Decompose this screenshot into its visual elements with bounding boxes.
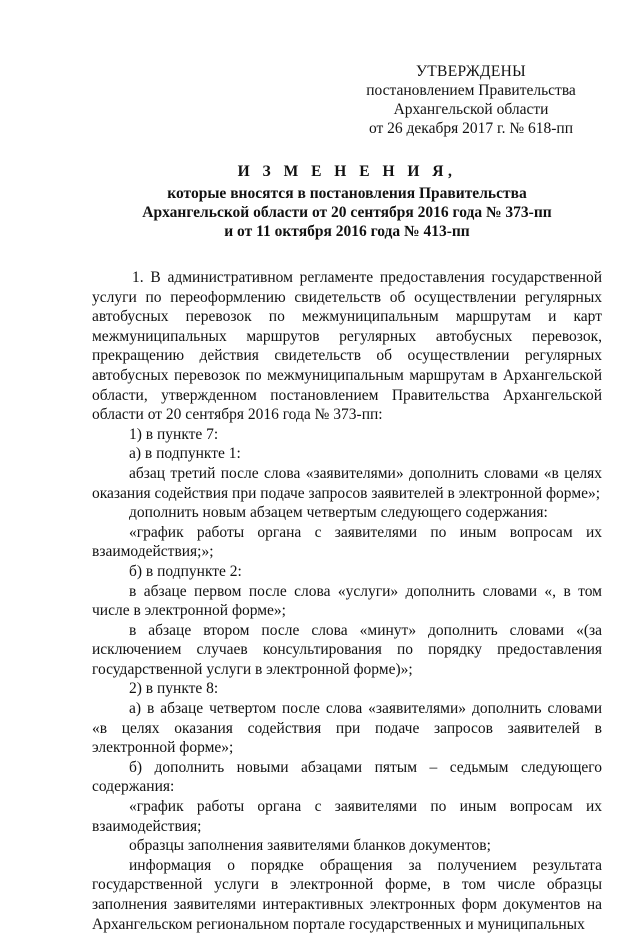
paragraph: а) в подпункте 1: <box>129 445 241 463</box>
paragraph: образцы заполнения заявителями бланков документов; <box>129 837 491 855</box>
paragraph: 2) в пункте 8: <box>129 680 219 698</box>
paragraph: информация о порядке обращения за получением результата государственной услуги в электронной форме, в том числе образцы заполнения заявителями интерактивных электронных форм документов на Архангельском региональном портале государственных и муниципальных <box>92 856 602 933</box>
paragraph: в абзаце первом после слова «услуги» дополнить словами «, в том числе в электронной форме»; <box>92 582 602 620</box>
title-line-1: которые вносятся в постановления Правительства <box>167 185 527 202</box>
paragraph: б) дополнить новыми абзацами пятым – седьмым следующего содержания: <box>92 758 602 796</box>
paragraph: б) в подпункте 2: <box>129 562 242 580</box>
title-line-3: и от 11 октября 2016 года № 413-пп <box>224 223 470 240</box>
document-title <box>92 162 602 241</box>
approval-line-2: Архангельской области <box>393 101 549 118</box>
approval-line-3: от 26 декабря 2017 г. № 618-пп <box>368 120 574 137</box>
paragraph: 1) в пункте 7: <box>129 425 219 443</box>
approval-heading: УТВЕРЖДЕНЫ <box>416 63 526 80</box>
title-line-2: Архангельской области от 20 сентября 2016 года № 373-пп <box>142 204 552 221</box>
paragraph: а) в абзаце четвертом после слова «заявителями» дополнить словами «в целях оказания содействия при подаче запросов заявителей в электронной форме»; <box>92 700 602 757</box>
paragraph: «график работы органа с заявителями по иным вопросам их взаимодействия;»; <box>92 523 602 561</box>
paragraph: 1. В административном регламенте предоставления государственной услуги по переоформлению свидетельств об осуществлении регулярных автобусных перевозок по межмуниципальным маршрутам и карт межмуниципальных маршрутов регулярных автобусных перевозок, прекращению действия свидетельств об осуществлении регулярных автобусных перевозок по межмуниципальным маршрутам в Архангельской области, утвержденном постановлением Правительства Архангельской области от 20 сентября 2016 года № 373-пп: <box>92 269 602 424</box>
title-main: И З М Е Н Е Н И Я, <box>237 163 457 180</box>
approval-stamp <box>360 62 582 138</box>
paragraph: абзац третий после слова «заявителями» дополнить словами «в целях оказания содействия при подаче запросов заявителей в электронной форме»; <box>92 464 602 502</box>
approval-line-1: постановлением Правительства <box>366 82 576 99</box>
document-body <box>92 268 602 934</box>
paragraph: в абзаце втором после слова «минут» дополнить словами «(за исключением случаев консультирования по порядку предоставления государственной услуги в электронной форме)»; <box>92 621 602 678</box>
paragraph: дополнить новым абзацем четвертым следующего содержания: <box>129 504 548 522</box>
paragraph: «график работы органа с заявителями по иным вопросам их взаимодействия; <box>92 798 602 835</box>
